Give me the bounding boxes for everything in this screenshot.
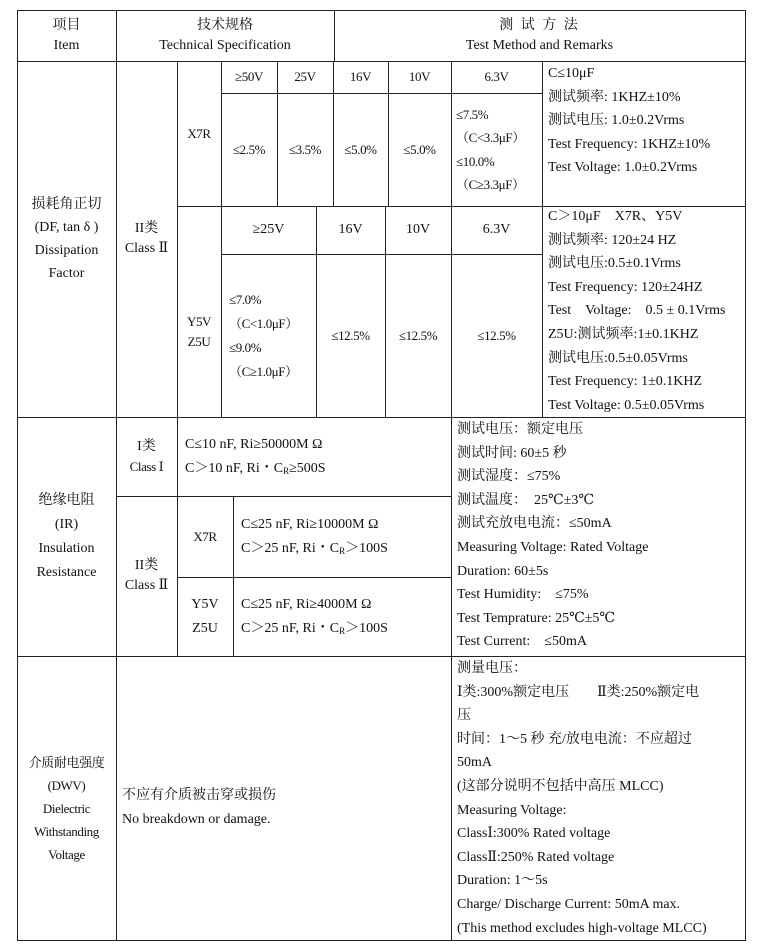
header-item-en: Item — [53, 37, 80, 53]
df-x7r-volt — [388, 61, 451, 93]
ir-class2-cn: II类 — [134, 558, 159, 573]
dwv-method — [457, 657, 744, 940]
header-spec-cn: 技术规格 — [197, 17, 253, 33]
ir-method-line: 测试湿度：≤75% — [457, 469, 561, 485]
df-y5v-first-line: （C<1.0μF） — [229, 315, 298, 331]
dwv-spec-en: No breakdown or damage. — [122, 812, 271, 827]
df-x7r-v63-line: （C<3.3μF） — [456, 130, 525, 145]
ir-x7r-label-text: X7R — [193, 528, 217, 544]
header-spec-en: Technical Specification — [159, 37, 291, 53]
dwv-method-line: Ⅰ类:300%额定电压 Ⅱ类:250%额定电 — [457, 684, 700, 700]
df-item — [17, 61, 116, 417]
df-x7r-volt — [221, 61, 277, 93]
dwv-method-line: ClassⅠ:300% Rated voltage — [457, 826, 611, 842]
df-class-cn: II类 — [134, 221, 159, 236]
df-y5v-value-text: ≤12.5% — [331, 327, 370, 343]
ir-y5v-line1: C≤25 nF, Ri≥4000M Ω — [241, 596, 372, 612]
ir-class1-line2 — [185, 457, 326, 481]
dwv-method-line: (This method excludes high-voltage MLCC) — [457, 920, 707, 936]
ir-y5v-label — [177, 577, 233, 656]
df-y5v-volt — [316, 206, 385, 254]
ir-x7r-line2-pre: C＞25 nF, Ri・C — [241, 540, 340, 556]
df-y5v-first-line: ≤9.0% — [229, 339, 262, 355]
df-y5v-value-text: ≤12.5% — [477, 327, 516, 343]
dwv-spec-cn: 不应有介质被击穿或损伤 — [122, 788, 276, 803]
df-item-line: Dissipation — [34, 243, 99, 258]
dwv-item-line: Dielectric — [42, 800, 91, 816]
df-y5v-volt — [385, 206, 451, 254]
df-y5v-volt-text: 10V — [405, 222, 431, 237]
df-x7r-value-text: ≤5.0% — [403, 141, 436, 157]
df-method-b-line: Z5U:测试频率:1±0.1KHZ — [548, 326, 699, 342]
ir-method-line: 测试时间: 60±5 秒 — [457, 445, 567, 461]
df-y5v-first-line: ≤7.0% — [229, 291, 262, 307]
df-x7r-volt — [451, 61, 542, 93]
ir-x7r-line2 — [241, 537, 388, 561]
dwv-method-line: 测量电压： — [457, 661, 527, 676]
ir-item-line: 绝缘电阻 — [38, 492, 95, 508]
ir-method-line: 测试温度： 25℃±3℃ — [457, 492, 595, 508]
ir-class2 — [116, 496, 177, 656]
dwv-item-line: Voltage — [48, 846, 85, 862]
df-y5v-volt — [221, 206, 316, 254]
ir-class1-line1: C≤10 nF, Ri≥50000M Ω — [185, 436, 323, 452]
ir-class1-spec — [185, 417, 450, 496]
ir-class1-line2-post: ≥500S — [289, 460, 326, 476]
ir-y5v-line2 — [241, 617, 388, 641]
df-y5v-value-text: ≤12.5% — [398, 327, 438, 343]
df-x7r-value — [277, 93, 333, 206]
rule-method-rest — [451, 417, 452, 940]
rule-ir-sub — [233, 496, 234, 656]
dwv-method-line: Measuring Voltage: — [457, 802, 567, 818]
df-x7r-volt-text: ≥50V — [235, 69, 263, 84]
dwv-item-line: 介质耐电强度 — [28, 754, 105, 770]
dwv-method-line: 压 — [457, 708, 471, 724]
df-method-b-line: 测试电压:0.5±0.1Vrms — [548, 256, 681, 272]
df-y5v-volt — [451, 206, 542, 254]
df-method-a-line: 测试频率: 1KHZ±10% — [548, 89, 681, 105]
df-x7r-v63-line: ≤10.0% — [456, 153, 495, 169]
df-x7r-value — [388, 93, 451, 206]
df-x7r-value — [221, 93, 277, 206]
ir-method-line: Measuring Voltage: Rated Voltage — [457, 539, 649, 555]
ir-y5v-spec — [241, 577, 450, 656]
df-method-b — [548, 205, 744, 417]
rule-bottom — [17, 940, 745, 941]
df-method-b-line: C＞10μF X7R、Y5V — [548, 209, 683, 224]
ir-item-line: (IR) — [54, 516, 79, 532]
df-method-b-line: Test Frequency: 1±0.1KHZ — [548, 374, 703, 390]
df-x7r-value-text: ≤2.5% — [232, 141, 266, 157]
dwv-method-line: Duration: 1～5s — [457, 873, 548, 889]
df-y5v-first-line: （C≥1.0μF） — [229, 363, 298, 379]
dwv-method-line: Charge/ Discharge Current: 50mA max. — [457, 896, 681, 912]
header-method-en: Test Method and Remarks — [465, 37, 614, 53]
df-x7r-v63-line: （C≥3.3μF） — [456, 177, 525, 192]
df-x7r-v63-line: ≤7.5% — [456, 106, 489, 122]
df-x7r-volt-text: 6.3V — [484, 69, 509, 84]
df-y5v-volt-text: 16V — [338, 222, 363, 237]
dwv-method-line: 时间：1～5 秒 充/放电电流：不应超过 — [457, 731, 692, 747]
df-y5v-value — [451, 254, 542, 417]
df-item-line: (DF, tan δ ) — [34, 220, 99, 235]
df-method-b-line: 测试电压:0.5±0.05Vrms — [548, 350, 688, 366]
ir-class1-cn: I类 — [137, 438, 156, 454]
ir-class1-line2-pre: C＞10 nF, Ri・C — [185, 460, 284, 476]
df-x7r-volt-text: 16V — [349, 69, 372, 84]
df-class-en: Class Ⅱ — [124, 241, 169, 256]
df-method-a — [548, 62, 744, 206]
df-x7r-value — [333, 93, 388, 206]
df-y5v-volt-text: ≥25V — [252, 222, 285, 237]
df-x7r-value-63v — [456, 93, 542, 206]
df-x7r-label-text: X7R — [187, 125, 211, 141]
dwv-item-line: (DWV) — [47, 777, 86, 793]
ir-x7r-line2-post: ＞100S — [345, 540, 388, 556]
dwv-spec — [122, 656, 450, 940]
df-z5u-label-text: Z5U — [187, 333, 211, 349]
df-x7r-value-text: ≤3.5% — [288, 141, 322, 157]
ir-class2-en: Class Ⅱ — [124, 578, 169, 593]
header-spec — [116, 10, 334, 61]
df-x7r-value-text: ≤5.0% — [344, 141, 377, 157]
rule-method-df — [542, 61, 543, 417]
ir-method-line: Duration: 60±5s — [457, 563, 549, 579]
ir-method-line: Test Humidity: ≤75% — [457, 587, 589, 603]
dwv-method-line: ClassⅡ:250% Rated voltage — [457, 849, 615, 865]
df-y5v-volt-text: 6.3V — [482, 222, 511, 237]
ir-method-line: 测试电压：额定电压 — [457, 422, 583, 437]
df-method-a-line: Test Voltage: 1.0±0.2Vrms — [548, 160, 698, 176]
ir-x7r-spec — [241, 496, 450, 577]
header-method-cn: 测 试 方 法 — [499, 17, 580, 33]
ir-item — [17, 417, 116, 656]
df-y5v-value — [316, 254, 385, 417]
df-method-a-line: C≤10μF — [548, 66, 595, 81]
header-item — [17, 10, 116, 61]
header-item-cn: 项目 — [52, 17, 81, 33]
df-x7r-volt-text: 10V — [408, 69, 431, 84]
ir-method-line: Test Temprature: 25℃±5℃ — [457, 610, 616, 626]
df-method-a-line: Test Frequency: 1KHZ±10% — [548, 136, 711, 152]
ir-x7r-line1: C≤25 nF, Ri≥10000M Ω — [241, 516, 379, 532]
rule-right — [745, 10, 746, 941]
ir-class1 — [116, 417, 177, 496]
df-method-b-line: Test Voltage: 0.5±0.05Vrms — [548, 397, 705, 413]
df-method-b-line: Test Frequency: 120±24HZ — [548, 279, 703, 295]
df-x7r-volt — [277, 61, 333, 93]
ir-method-line: 测试充放电电流：≤50mA — [457, 516, 612, 532]
ir-y5v-label-text: Y5V — [191, 596, 219, 612]
header-method — [334, 10, 745, 61]
ir-class1-en: Class Ⅰ — [129, 458, 164, 474]
ir-method — [457, 418, 744, 656]
ir-y5v-line2-post: ＞100S — [345, 620, 388, 636]
df-item-line: Factor — [48, 266, 85, 281]
ir-class1-line2-sub: R — [283, 465, 290, 476]
ir-x7r-line2-sub: R — [339, 545, 346, 556]
df-x7r-label — [177, 61, 221, 206]
dwv-item — [17, 656, 116, 940]
df-method-a-line: 测试电压: 1.0±0.2Vrms — [548, 113, 685, 129]
df-method-b-line: Test Voltage: 0.5 ± 0.1Vrms — [548, 303, 726, 319]
ir-y5v-line2-sub: R — [339, 625, 346, 636]
df-x7r-volt — [333, 61, 388, 93]
ir-x7r-label — [177, 496, 233, 577]
ir-z5u-label-text: Z5U — [192, 620, 218, 636]
dwv-item-line: Withstanding — [34, 823, 99, 839]
ir-item-line: Resistance — [36, 564, 97, 580]
ir-method-line: Test Current: ≤50mA — [457, 634, 587, 650]
df-class — [116, 61, 177, 417]
df-y5v-value-first — [229, 254, 316, 417]
df-y5v-value — [385, 254, 451, 417]
df-item-line: 损耗角正切 — [31, 197, 102, 212]
ir-y5v-line2-pre: C＞25 nF, Ri・C — [241, 620, 340, 636]
dwv-method-line: (这部分说明不包括中高压 MLCC) — [457, 778, 664, 794]
df-y5v-label — [177, 206, 221, 417]
df-y5v-label-text: Y5V — [186, 313, 212, 329]
df-x7r-volt-text: 25V — [294, 69, 316, 84]
df-method-b-line: 测试频率: 120±24 HZ — [548, 232, 677, 248]
dwv-method-line: 50mA — [457, 755, 492, 771]
ir-item-line: Insulation — [38, 540, 95, 556]
